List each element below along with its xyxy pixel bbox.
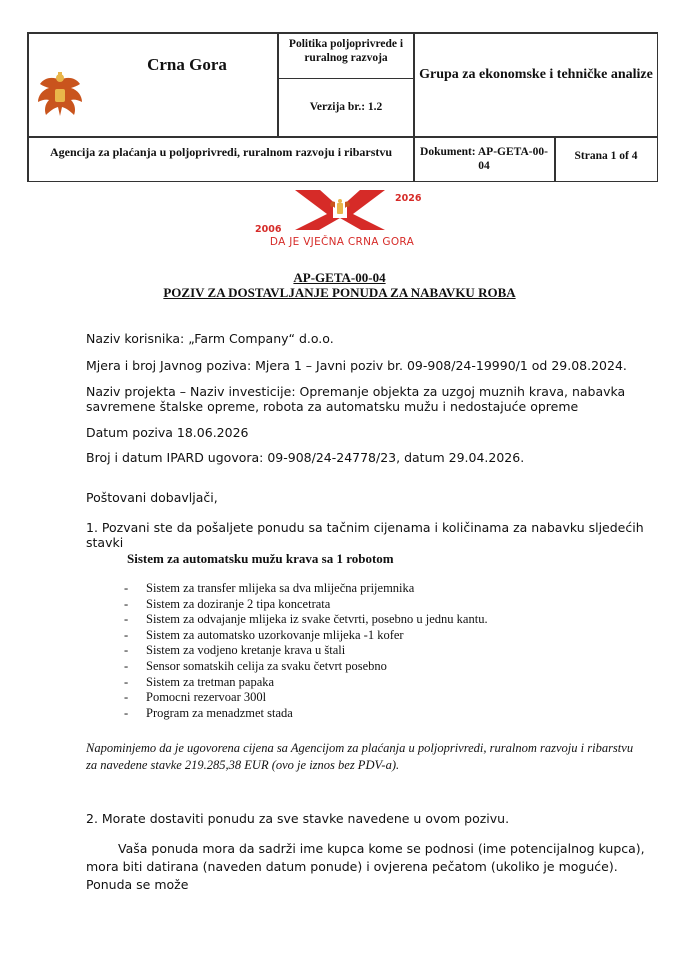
page-number: Strana 1 of 4 (574, 150, 638, 162)
table-border-left (27, 32, 29, 182)
anniversary-logo (255, 186, 425, 250)
logo-motto: DA JE VJEČNA CRNA GORA (269, 236, 415, 248)
coat-of-arms-icon (34, 70, 86, 122)
document-header-table (27, 32, 658, 182)
measure-field: Mjera i broj Javnog poziva: Mjera 1 – Javni poziv br. 09-908/24-19990/1 od 29.08.2024. (86, 358, 627, 373)
price-note: Napominjemo da je ugovorena cijena sa Agencijom za plaćanja u poljoprivredi, ruralnom razvoju i ribarstvu za navedene stavke 219.285,38 EUR (ovo je iznos bez PDV-a). (86, 741, 634, 772)
list-item: - Sistem za doziranje 2 tipa koncetrata (124, 597, 544, 613)
list-item: - Sistem za tretman papaka (124, 675, 544, 691)
greeting: Poštovani dobavljači, (86, 490, 218, 505)
list-item: - Sistem za vodjeno kretanje krava u štali (124, 643, 544, 659)
year-end: 2026 (395, 193, 422, 204)
list-item: - Sistem za automatsko uzorkovanje mlijeka -1 kofer (124, 628, 544, 644)
system-title: Sistem za automatsku mužu krava sa 1 robotom (127, 551, 394, 566)
offer-paragraph: Vaša ponuda mora da sadrži ime kupca kome se podnosi (ime potencijalnog kupca), mora biti datirana (naveden datum ponude) i ovjerena pečatom (ukoliko je moguće). Ponuda se može (86, 841, 645, 892)
table-cell-divider (278, 78, 413, 79)
table-border-top (27, 32, 658, 34)
agency-name: Agencija za plaćanja u poljoprivredi, ruralnom razvoju i ribarstvu (49, 145, 393, 159)
table-col-divider (413, 32, 415, 136)
table-border-bottom (27, 181, 658, 183)
document-code-title: AP-GETA-00-04 (293, 270, 386, 285)
year-start: 2006 (255, 224, 282, 235)
project-field: Naziv projekta – Naziv investicije: Opremanje objekta za uzgoj muznih krava, nabavka savremene štalske opreme, robota za automatsku mužu i nedostajuće opreme (86, 384, 626, 414)
table-row-divider (27, 136, 658, 138)
items-list (124, 581, 544, 721)
point-1: 1. Pozvani ste da pošaljete ponudu sa tačnim cijenama i količinama za nabavku sljedećih stavki (86, 520, 644, 550)
client-field: Naziv korisnika: „Farm Company“ d.o.o. (86, 331, 334, 346)
policy-name: Politika poljoprivrede i ruralnog razvoja (288, 38, 404, 65)
table-border-right (657, 32, 659, 182)
table-col-divider (413, 136, 415, 182)
point-2: 2. Morate dostaviti ponudu za sve stavke navedene u ovom pozivu. (86, 811, 510, 826)
date-field: Datum poziva 18.06.2026 (86, 425, 249, 440)
list-item: - Sistem za transfer mlijeka sa dva mliječna prijemnika (124, 581, 544, 597)
contract-field: Broj i datum IPARD ugovora: 09-908/24-24778/23, datum 29.04.2026. (86, 450, 525, 465)
version-label: Verzija br.: 1.2 (309, 101, 383, 113)
country-name: Crna Gora (147, 55, 227, 74)
list-item: - Program za menadzmet stada (124, 706, 544, 722)
table-col-divider (554, 136, 556, 182)
group-name: Grupa za ekonomske i tehničke analize (419, 67, 653, 82)
list-item: - Sensor somatskih celija za svaku četvrt posebno (124, 659, 544, 675)
xx-emblem-icon (285, 186, 395, 232)
document-main-title: POZIV ZA DOSTAVLJANJE PONUDA ZA NABAVKU ROBA (163, 285, 516, 300)
list-item: - Sistem za odvajanje mlijeka iz svake četvrti, posebno u jednu kantu. (124, 612, 544, 628)
document-code: Dokument: AP-GETA-00-04 (420, 146, 548, 173)
list-item: - Pomocni rezervoar 300l (124, 690, 544, 706)
